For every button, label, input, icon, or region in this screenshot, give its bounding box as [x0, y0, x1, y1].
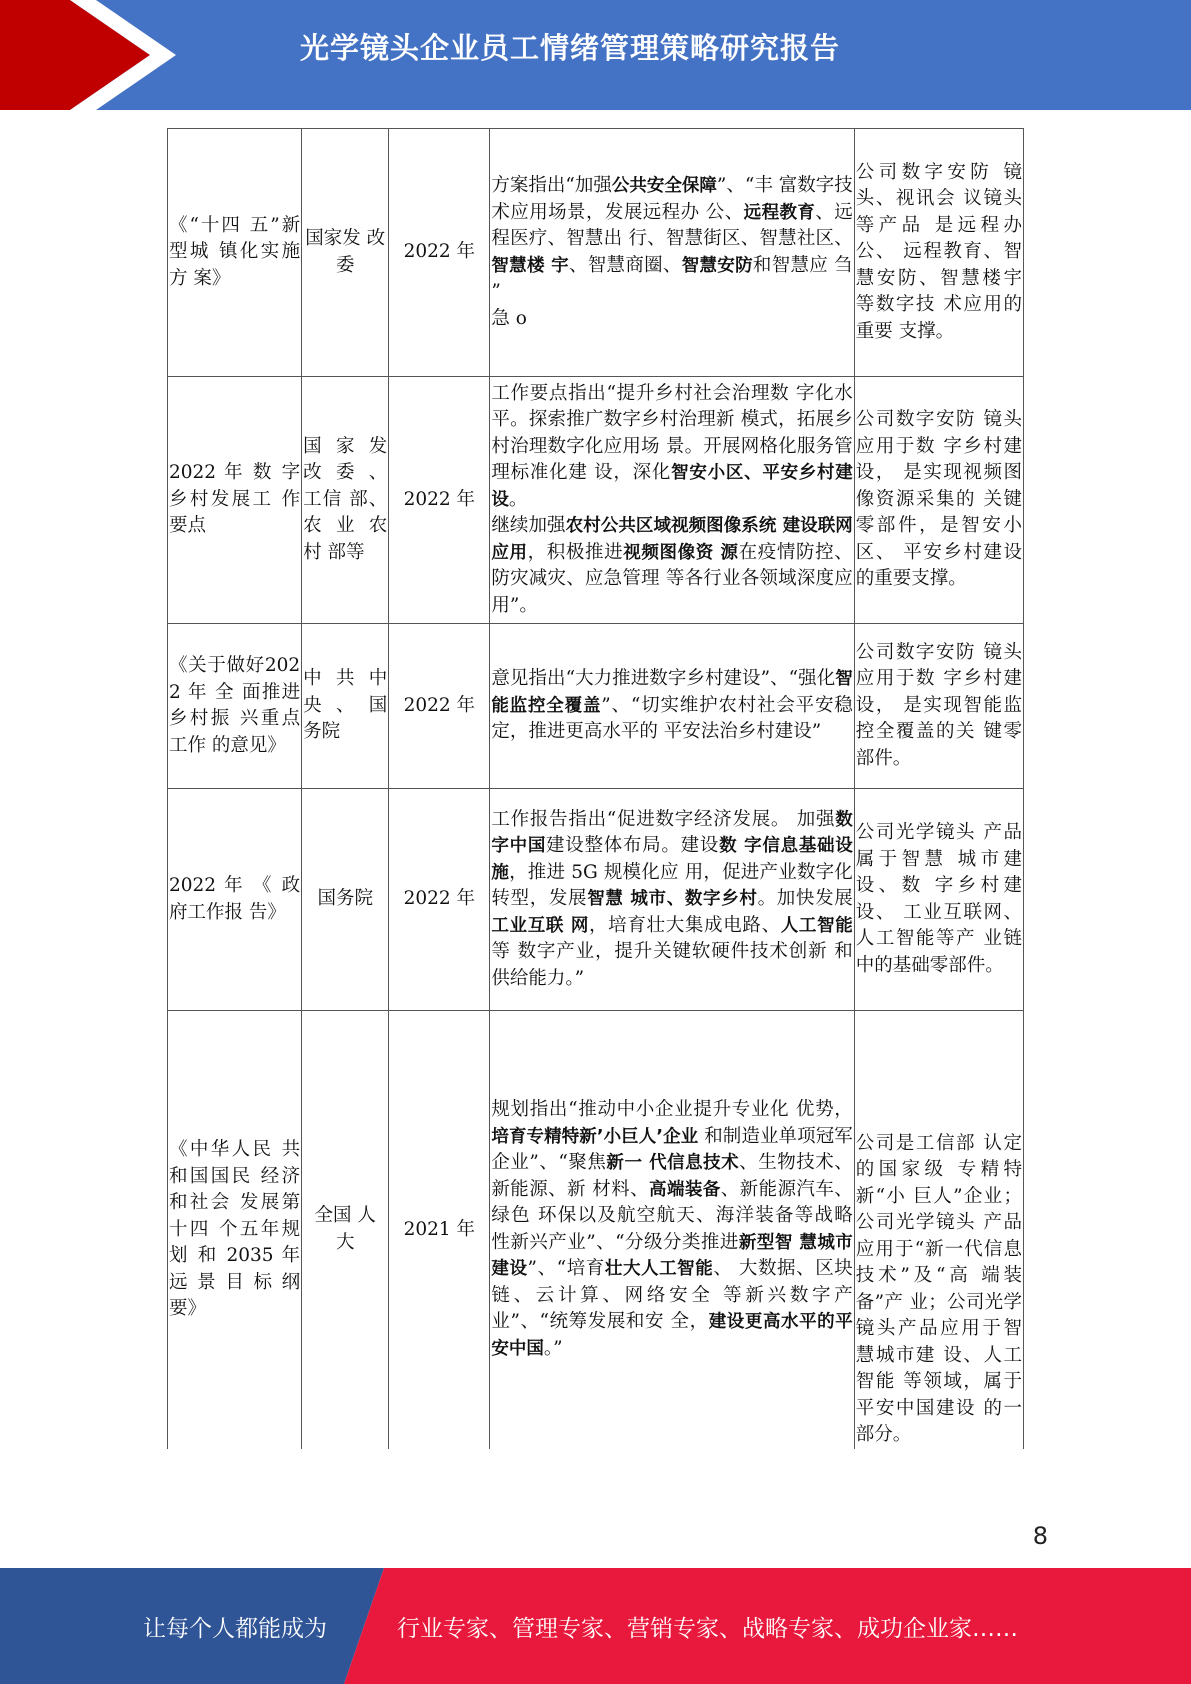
year-cell: 2022 年	[389, 789, 490, 1011]
relevance-cell: 公司光学镜头 产品属于智慧 城市建设、数 字乡村建设、 工业互联网、 人工智能等产 业链中的基础零部件。	[854, 789, 1023, 1011]
table-row	[168, 624, 1024, 789]
emphasized-text: 数 字信息基础设施	[491, 836, 853, 883]
table-row	[168, 1011, 1024, 1449]
content-text: 等 数字产业，提升关键软硬件技术创新 和供给能力。”	[491, 941, 853, 989]
content-text: ”、“丰 富数字技术应用场景，发展远程办 公、	[491, 175, 853, 223]
policy-document-cell: 《中华人民 共和国国民 经济和社会 发展第十四 个五年规划 和 2035 年远 景 目 标 纲 要》	[168, 1011, 302, 1449]
policy-document-cell: 2022 年 数 字乡村发展工 作要点	[168, 377, 302, 624]
content-cell	[490, 129, 854, 377]
table-row	[168, 129, 1024, 377]
content-text: 规划指出“推动中小企业提升专业化 优势，	[491, 1099, 853, 1121]
content-text: ，培育壮大集成电路、	[589, 914, 781, 936]
year-cell: 2022 年	[389, 129, 490, 377]
emphasized-text: 智慧 城市、数字乡村	[587, 889, 758, 910]
emphasized-text: 新一 代信息技术	[606, 1153, 740, 1174]
content-text: 和智慧应 刍 ”	[491, 254, 853, 302]
emphasized-text: 工业互联 网	[491, 915, 589, 936]
issuer-cell: 国务院	[302, 789, 389, 1011]
content-cell	[490, 377, 854, 624]
emphasized-text: 智慧楼 宇	[491, 255, 569, 276]
content-text: 急 o	[491, 307, 527, 329]
policy-document-cell: 《“十四 五”新型城 镇化实施方 案》	[168, 129, 302, 377]
content-text: ，积极推进	[527, 541, 624, 563]
content-text: 。	[508, 488, 528, 510]
content-text: 、智慧商圈、	[568, 254, 682, 276]
content-text: 、新能源汽车、绿色 环保以及航空航天、海洋装备等战略 性新兴产业”、“分级分类推进	[491, 1178, 853, 1253]
content-text: ，推进 5G 规模化应 用，促进产业数字化转型，发展	[491, 861, 853, 910]
content-text: ”、“切实维护农村社会平安稳定，推进更高水平的 平安法治乡村建设”	[491, 694, 853, 743]
emphasized-text: 建设更高水平的平安中国	[491, 1312, 853, 1359]
content-text: 工作要点指出“提升乡村社会治理数 字化水平。探索推广数字乡村治理新 模式，拓展乡村治理数字化应用场 景。开展网格化服务管理标准化建 设，深化	[491, 382, 853, 484]
emphasized-text: 智能监控全覆盖	[491, 669, 853, 716]
emphasized-text: 壮大人工智能	[604, 1259, 714, 1280]
emphasized-text: 培育专精特新’小巨人’企业	[491, 1126, 699, 1147]
table-row	[168, 789, 1024, 1011]
page-header	[0, 0, 1191, 110]
content-text: 建设整体布局。建设	[546, 835, 720, 857]
footer-slogan-left: 让每个人都能成为	[143, 1616, 327, 1642]
content-text: 、远程医疗、智慧出 行、智慧街区、智慧社区、	[491, 201, 853, 249]
content-text: 方案指出“加强	[491, 175, 612, 196]
content-text: 。加快发展	[757, 888, 853, 910]
content-text: 和制造业单项冠军企业”、“聚焦	[491, 1125, 853, 1174]
year-cell: 2022 年	[389, 377, 490, 624]
issuer-cell: 国家发 改委	[302, 129, 389, 377]
content-text: 意见指出“大力推进数字乡村建设”、“强化	[491, 668, 836, 690]
page-footer	[0, 1568, 1191, 1684]
content-text: ”、“培育	[527, 1258, 605, 1280]
issuer-cell: 中 共 中 央 、 国 务院	[302, 624, 389, 789]
content-cell	[490, 789, 854, 1011]
issuer-cell: 全国 人 大	[302, 1011, 389, 1449]
relevance-cell: 公司数字安防 镜头应用于数 字乡村建设， 是实现智能监 控全覆盖的关 键零部件。	[854, 624, 1023, 789]
emphasized-text: 远程教育	[743, 202, 816, 223]
relevance-cell: 公司是工信部 认定的国家级 专精特新“小 巨人”企业； 公司光学镜头 产品应用于“新一代信息 技术”及“高 端装备”产 业；公司光学 镜头产品应用于智慧城市建 设、人工智能 等领域，属于 平安中国建设 的一部分。	[854, 1011, 1023, 1449]
content-text: 在疫情防控、防灾减灾、应急管理 等各行业各领域深度应用”。	[491, 541, 853, 616]
content-text: 继续加强	[491, 515, 566, 537]
emphasized-text: 智安小区、平安乡村建设	[491, 463, 853, 510]
content-text: 、生物技术、新能源、新 材料、	[491, 1152, 853, 1200]
content-text: 、 大数据、区块链、云计算、网络安全 等新兴数字产业”、“统筹发展和安 全，	[491, 1258, 853, 1333]
year-cell: 2022 年	[389, 624, 490, 789]
emphasized-text: 农村公共区域视频图像系统 建设联网应用	[491, 516, 853, 563]
policy-document-cell: 《关于做好2022 年 全 面推进乡村振 兴重点工作 的意见》	[168, 624, 302, 789]
relevance-cell: 公司数字安防 镜头、视讯会 议镜头等产品 是远程办公、 远程教育、智 慧安防、智慧楼宇等数字技 术应用的重要 支撑。	[854, 129, 1023, 377]
emphasized-text: 数字中国	[491, 809, 853, 857]
policy-table	[167, 128, 1024, 1449]
emphasized-text: 人工智能	[780, 915, 853, 936]
emphasized-text: 高端装备	[649, 1179, 721, 1200]
page-number: 8	[1032, 1522, 1048, 1550]
content-cell	[490, 1011, 854, 1449]
emphasized-text: 公共安全保障	[611, 176, 717, 196]
content-text: 。”	[543, 1337, 563, 1359]
content-text: 工作报告指出“促进数字经济发展。 加强	[491, 808, 836, 830]
emphasized-text: 视频图像资 源	[623, 542, 739, 563]
relevance-cell: 公司数字安防 镜头应用于数 字乡村建设， 是实现视频图 像资源采集的 关键零部件，是智安小区、 平安乡村建设 的重要支撑。	[854, 377, 1023, 624]
year-cell: 2021 年	[389, 1011, 490, 1449]
table-row	[168, 377, 1024, 624]
footer-slogan-right: 行业专家、管理专家、营销专家、战略专家、成功企业家……	[397, 1616, 1018, 1642]
report-title: 光学镜头企业员工情绪管理策略研究报告	[300, 31, 841, 65]
content-cell	[490, 624, 854, 789]
emphasized-text: 智慧安防	[681, 255, 753, 276]
policy-document-cell: 2022 年 《 政府工作报 告》	[168, 789, 302, 1011]
issuer-cell: 国 家 发 改 委 、工信 部、农 业 农 村 部等	[302, 377, 389, 624]
emphasized-text: 新型智 慧城市建设	[491, 1232, 853, 1280]
